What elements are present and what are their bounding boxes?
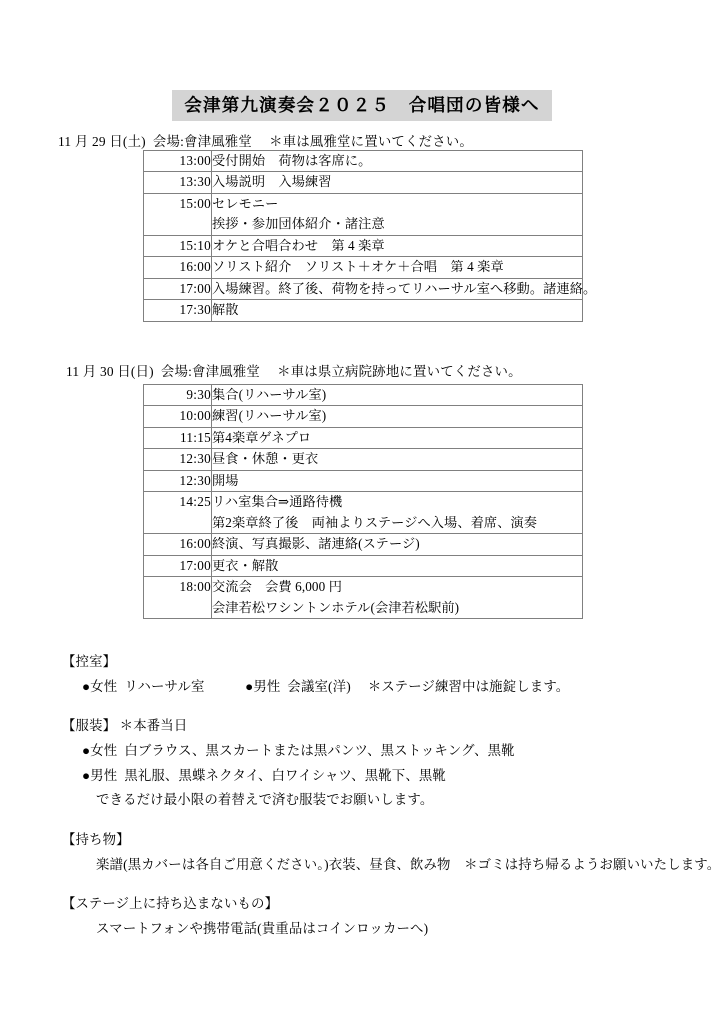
schedule-time-cell — [144, 300, 212, 321]
attire-line-1: ●女性 白ブラウス、黒スカートまたは黒パンツ、黒ストッキング、黒靴 — [82, 742, 515, 758]
schedule-row — [144, 193, 583, 235]
section-greenroom — [62, 650, 722, 700]
schedule-desc-cell — [212, 449, 583, 470]
day1-schedule-body — [144, 151, 597, 322]
schedule-row — [144, 172, 583, 193]
schedule-time-cell — [144, 385, 212, 406]
greenroom-line-1: ●女性 リハーサル室 ●男性 会議室(洋) ＊ステージ練習中は施錠します。 — [82, 678, 570, 694]
schedule-row — [144, 555, 583, 576]
day1-schedule-table — [143, 150, 597, 322]
schedule-desc-cell — [212, 278, 597, 299]
schedule-desc-cell — [212, 193, 583, 235]
schedule-desc-cell — [212, 172, 583, 193]
schedule-desc-cell — [212, 555, 583, 576]
schedule-row — [144, 449, 583, 470]
schedule-time: 16:00 — [179, 259, 211, 275]
greenroom-heading: 【控室】 — [62, 654, 117, 669]
schedule-row — [144, 406, 583, 427]
schedule-desc-line: 解散 — [212, 302, 239, 318]
schedule-time: 16:00 — [179, 536, 211, 552]
day2-date-header: 11 月 30 日(日) 会場:會津風雅堂 ＊車は県立病院跡地に置いてください。 — [66, 364, 522, 379]
schedule-desc-line: リハ室集合⇒通路待機 — [212, 494, 343, 510]
schedule-desc-cell — [212, 151, 583, 172]
schedule-time-cell — [144, 534, 212, 555]
schedule-row — [144, 427, 583, 448]
schedule-time: 15:10 — [179, 237, 211, 253]
section-no-stage-items — [62, 892, 722, 942]
page-title-container — [0, 90, 724, 121]
schedule-desc-line: 受付開始 荷物は客席に。 — [212, 153, 372, 168]
schedule-time-cell — [144, 257, 212, 278]
schedule-desc-line: 昼食・休憩・更衣 — [212, 451, 319, 467]
section-bring — [62, 828, 722, 878]
schedule-desc-line: 終演、写真撮影、諸連絡(ステージ) — [212, 536, 420, 552]
schedule-desc-cell — [212, 492, 583, 534]
schedule-desc-line: オケと合唱合わせ 第 4 楽章 — [212, 237, 385, 253]
bring-heading: 【持ち物】 — [62, 832, 130, 847]
schedule-time-cell — [144, 406, 212, 427]
schedule-desc-line: ソリスト紹介 ソリスト＋オケ＋合唱 第 4 楽章 — [212, 259, 504, 275]
schedule-row — [144, 385, 583, 406]
schedule-desc-line: 第2楽章終了後 両袖よりステージへ入場、着席、演奏 — [212, 514, 538, 530]
schedule-row — [144, 235, 583, 256]
nostage-heading: 【ステージ上に持ち込まないもの】 — [62, 896, 279, 911]
day1-date-header: 11 月 29 日(土) 会場:會津風雅堂 ＊車は風雅堂に置いてください。 — [58, 134, 473, 149]
schedule-row — [144, 257, 583, 278]
schedule-row — [144, 492, 583, 534]
schedule-time-cell — [144, 193, 212, 235]
schedule-time: 12:30 — [179, 472, 211, 488]
schedule-row — [144, 577, 583, 619]
schedule-time-cell — [144, 470, 212, 491]
schedule-time: 9:30 — [186, 387, 211, 402]
schedule-desc-line: 入場練習。終了後、荷物を持ってリハーサル室へ移動。諸連絡。 — [212, 280, 597, 296]
schedule-time: 14:25 — [179, 494, 211, 510]
schedule-desc-line: 練習(リハーサル室) — [212, 408, 327, 424]
schedule-desc-cell — [212, 427, 583, 448]
schedule-time-cell — [144, 151, 212, 172]
attire-heading: 【服装】 ＊本番当日 — [62, 718, 188, 733]
schedule-row — [144, 300, 583, 321]
schedule-time-cell — [144, 278, 212, 299]
attire-line-3: できるだけ最小限の着替えで済む服装でお願いします。 — [96, 792, 434, 808]
schedule-desc-line: 入場説明 入場練習 — [212, 174, 332, 190]
schedule-desc-line: 会津若松ワシントンホテル(会津若松駅前) — [212, 599, 460, 615]
schedule-time-cell — [144, 235, 212, 256]
schedule-row — [144, 278, 583, 299]
schedule-time-cell — [144, 172, 212, 193]
schedule-time: 10:00 — [179, 408, 211, 424]
schedule-desc-cell — [212, 300, 583, 321]
bring-line-1: 楽譜(黒カバーは各自ご用意ください。)衣装、昼食、飲み物 ＊ゴミは持ち帰るようお願いいたします。 — [96, 856, 721, 872]
schedule-row — [144, 151, 583, 172]
schedule-time-cell — [144, 492, 212, 534]
schedule-time: 15:00 — [179, 195, 211, 211]
schedule-time: 13:30 — [179, 174, 211, 190]
schedule-desc-line: 第4楽章ゲネプロ — [212, 429, 312, 445]
section-attire — [62, 714, 722, 813]
attire-line-2: ●男性 黒礼服、黒蝶ネクタイ、白ワイシャツ、黒靴下、黒靴 — [82, 767, 446, 783]
schedule-time-cell — [144, 555, 212, 576]
schedule-desc-line: 交流会 会費 6,000 円 — [212, 579, 342, 595]
schedule-time-cell — [144, 449, 212, 470]
schedule-time-cell — [144, 577, 212, 619]
schedule-time: 12:30 — [179, 451, 211, 467]
schedule-time: 11:15 — [179, 429, 211, 445]
schedule-desc-line: 挨拶・参加団体紹介・諸注意 — [212, 216, 385, 232]
schedule-desc-cell — [212, 577, 583, 619]
schedule-desc-cell — [212, 235, 583, 256]
schedule-desc-line: 更衣・解散 — [212, 557, 279, 573]
day2-schedule-table — [143, 384, 583, 619]
schedule-time-cell — [144, 427, 212, 448]
schedule-desc-cell — [212, 257, 583, 278]
day2-schedule-body — [144, 385, 583, 619]
schedule-time: 17:00 — [179, 557, 211, 573]
schedule-row — [144, 470, 583, 491]
page-title: 会津第九演奏会２０２５ 合唱団の皆様へ — [172, 90, 551, 121]
schedule-desc-line: セレモニー — [212, 195, 279, 211]
schedule-desc-cell — [212, 534, 583, 555]
schedule-time: 17:30 — [179, 302, 211, 318]
nostage-line-1: スマートフォンや携帯電話(貴重品はコインロッカーへ) — [96, 920, 429, 936]
schedule-time: 18:00 — [179, 579, 211, 595]
schedule-desc-cell — [212, 470, 583, 491]
schedule-desc-line: 集合(リハーサル室) — [212, 387, 327, 402]
schedule-time: 17:00 — [179, 280, 211, 296]
schedule-desc-cell — [212, 406, 583, 427]
schedule-desc-cell — [212, 385, 583, 406]
schedule-row — [144, 534, 583, 555]
schedule-time: 13:00 — [179, 153, 211, 168]
schedule-desc-line: 開場 — [212, 472, 239, 488]
